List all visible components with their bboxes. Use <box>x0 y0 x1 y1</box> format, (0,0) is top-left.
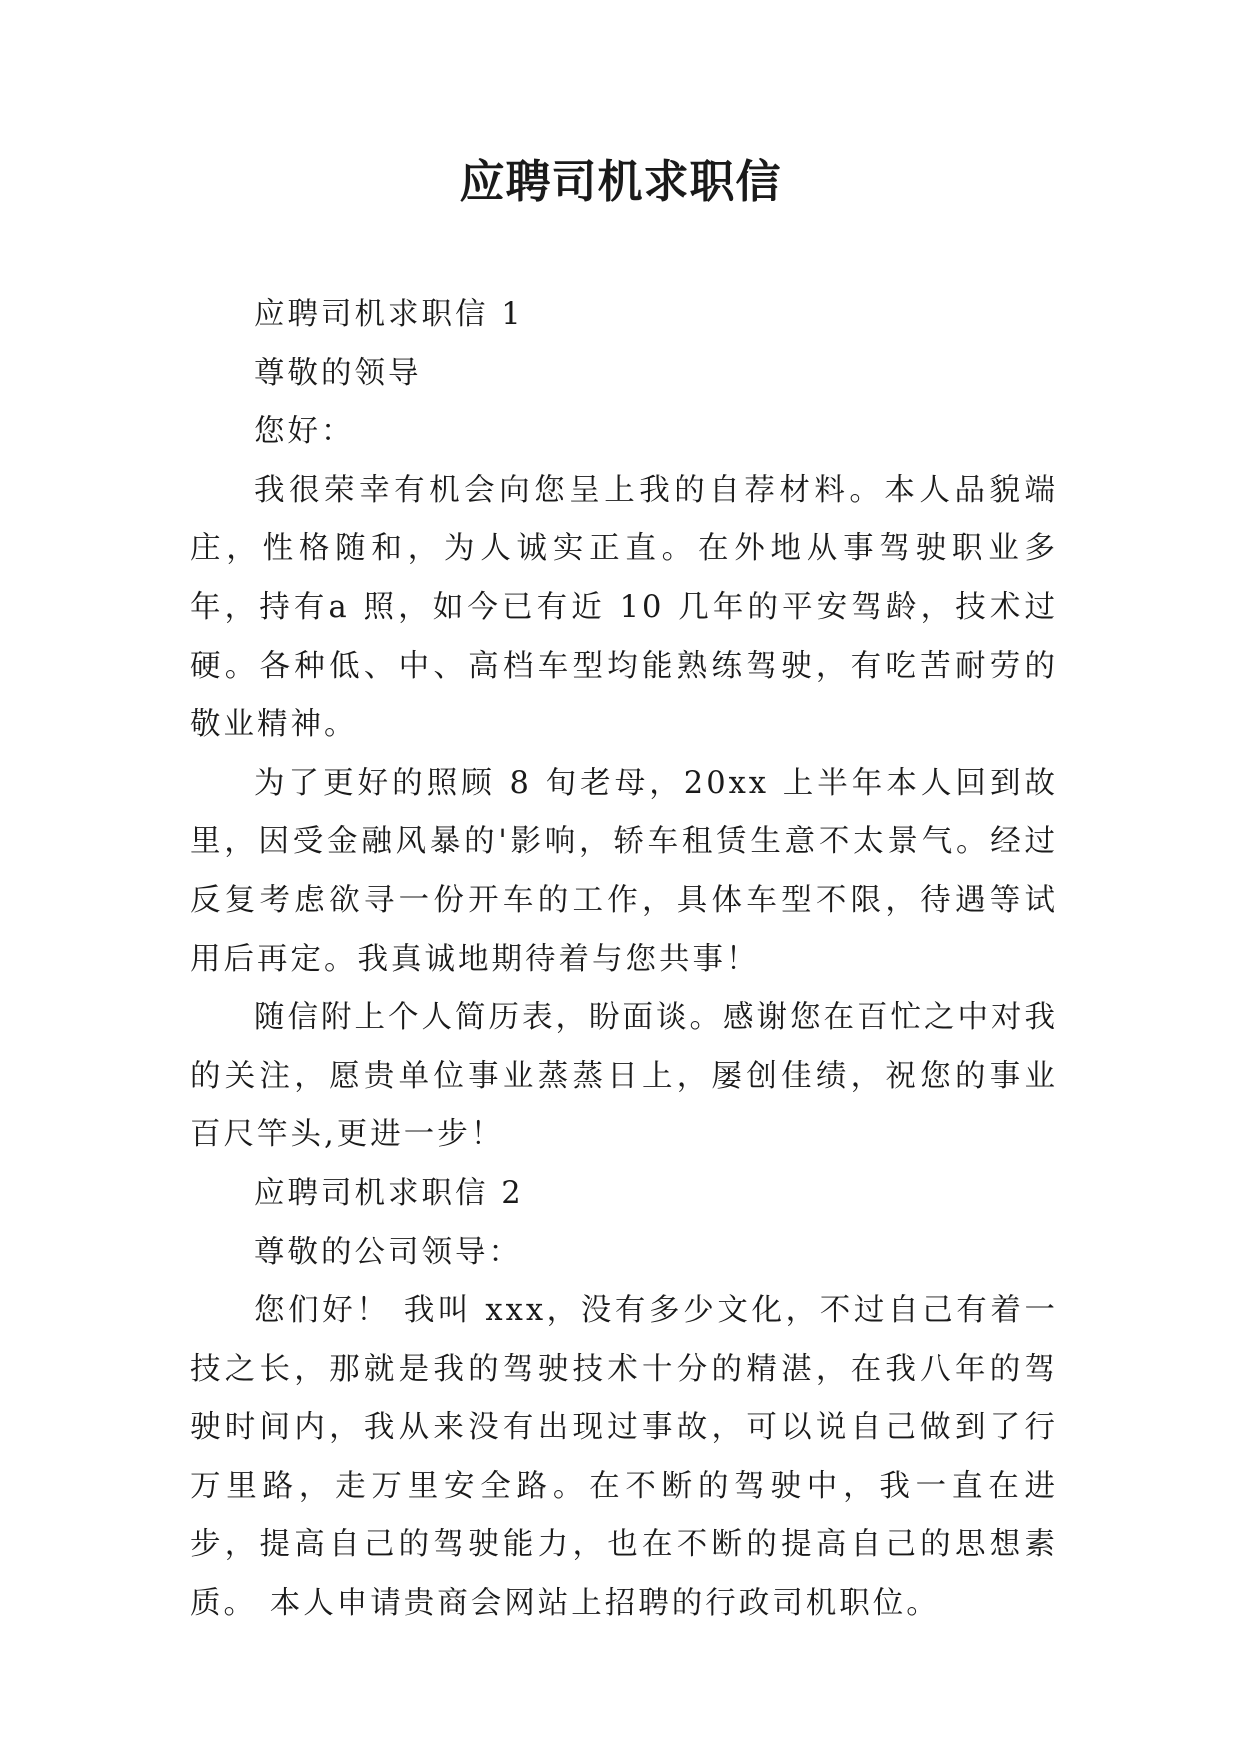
letter-1-heading: 应聘司机求职信 1 <box>254 297 524 332</box>
letter-1-paragraph-intro: 我很荣幸有机会向您呈上我的自荐材料。本人品貌端庄，性格随和，为人诚实正直。在外地从事驾驶职业多年，持有a 照，如今已有近 10 几年的平安驾龄，技术过硬。各种低、中、高档车型均能熟练驾驶，有吃苦耐劳的敬业精神。 <box>190 472 1058 743</box>
letter-1-paragraph-closing: 随信附上个人简历表，盼面谈。感谢您在百忙之中对我的关注，愿贵单位事业蒸蒸日上，屡创佳绩，祝您的事业百尺竿头,更进一步！ <box>190 1000 1058 1153</box>
document-title: 应聘司机求职信 <box>459 155 782 208</box>
letter-2-paragraph-intro: 您们好！ 我叫 xxx，没有多少文化，不过自己有着一技之长，那就是我的驾驶技术十分的精湛，在我八年的驾驶时间内，我从来没有出现过事故，可以说自己做到了行万里路，走万里安全路。在不断的驾驶中，我一直在进步，提高自己的驾驶能力，也在不断的提高自己的思想素质。 本人申请贵商会网站上招聘的行政司机职位。 <box>190 1293 1058 1622</box>
letter-1-salutation: 尊敬的领导 <box>254 355 422 391</box>
document-body <box>190 286 1058 1634</box>
letter-1-paragraph-reason: 为了更好的照顾 8 旬老母，20xx 上半年本人回到故里，因受金融风暴的'影响，轿车租赁生意不太景气。经过反复考虑欲寻一份开车的工作，具体车型不限，待遇等试用后再定。我真诚地期待着与您共事！ <box>190 765 1058 977</box>
letter-2-heading: 应聘司机求职信 2 <box>254 1175 524 1211</box>
letter-2-salutation: 尊敬的公司领导： <box>254 1234 522 1270</box>
letter-1-greeting: 您好： <box>254 414 355 450</box>
